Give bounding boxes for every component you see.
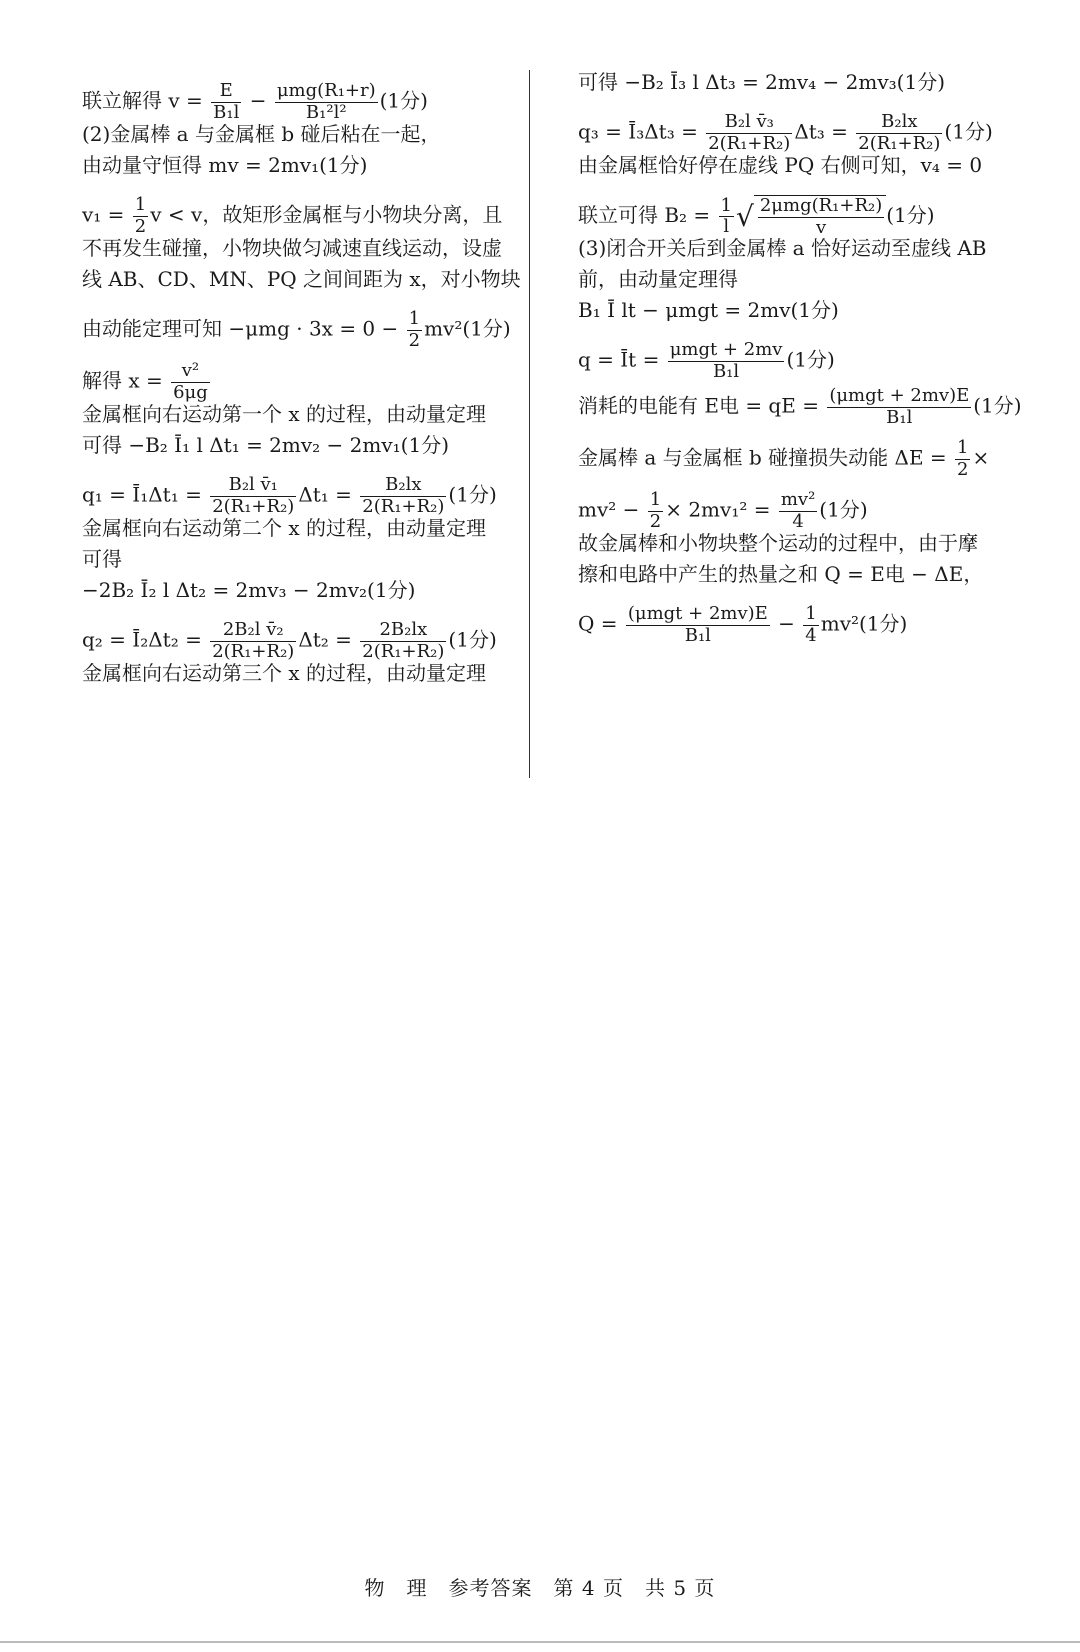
equation-line: 解得 x = $\frac{\text{v²}}{6\mu g}$ xyxy=(82,360,208,403)
right-column xyxy=(578,70,1022,646)
column-divider xyxy=(529,70,530,778)
equation-line: Q = $\frac{\text{(μmgt + 2mv)E}}{\text{B₁l}}$ − $\frac{1}{4}$ mv²(1分) xyxy=(578,603,908,646)
equation-line: q₁ = Ī₁Δt₁ = $\frac{\text{B₂l v̄₁}}{\text{2(R₁+R₂)}}$ Δt₁ = $\frac{\text{B₂lx}}{\text{2(R₁+R₂)}}$ (1分) xyxy=(82,474,497,517)
text-line: 金属框向右运动第一个 x 的过程，由动量定理 xyxy=(82,402,486,426)
equation-line: 金属棒 a 与金属框 b 碰撞损失动能 ΔE = $\frac{1}{2}$ × xyxy=(578,437,990,480)
equation-line: mv² − $\frac{1}{2}$ × 2mv₁² = $\frac{\text{mv²}}{4}$ (1分) xyxy=(578,489,868,532)
text-line: B₁ Ī lt − μmgt = 2mv(1分) xyxy=(578,298,839,322)
sqrt-expression: √ $\frac{\text{2μmg(R₁+R₂)}}{v}$ xyxy=(736,195,886,238)
equation-line: q₃ = Ī₃Δt₃ = $\frac{\text{B₂l v̄₃}}{\text{2(R₁+R₂)}}$ Δt₃ = $\frac{\text{B₂lx}}{\text{2(R₁+R₂)}}$ (1分) xyxy=(578,111,993,154)
left-column xyxy=(82,70,522,692)
text-line: 线 AB、CD、MN、PQ 之间间距为 x，对小物块 xyxy=(82,267,521,291)
text-line: 不再发生碰撞，小物块做匀减速直线运动，设虚 xyxy=(82,236,502,260)
text-line: −2B₂ Ī₂ l Δt₂ = 2mv₃ − 2mv₂(1分) xyxy=(82,578,416,602)
equation-line: q₂ = Ī₂Δt₂ = $\frac{\text{2B₂l v̄₂}}{\text{2(R₁+R₂)}}$ Δt₂ = $\frac{\text{2B₂lx}}{\text{2(R₁+R₂)}}$ (1分) xyxy=(82,619,497,662)
bottom-edge xyxy=(0,1641,1080,1643)
text-line: 金属框向右运动第二个 x 的过程，由动量定理 xyxy=(82,516,486,540)
text-line: 前，由动量定理得 xyxy=(578,267,738,291)
equation-line: 联立可得 B₂ = $\frac{1}{l}$ √ $\frac{\text{2μmg(R₁+R₂)}}{v}$ (1分) xyxy=(578,194,935,238)
text-line: 金属框向右运动第三个 x 的过程，由动量定理 xyxy=(82,661,486,685)
text-line: 由金属框恰好停在虚线 PQ 右侧可知，v₄ = 0 xyxy=(578,153,983,177)
text-line: (2)金属棒 a 与金属框 b 碰后粘在一起， xyxy=(82,122,441,146)
equation-line: v₁ = $\frac{1}{2}$ v < v，故矩形金属框与小物块分离，且 xyxy=(82,194,503,237)
page-footer: 物 理 参考答案 第 4 页 共 5 页 xyxy=(364,1576,716,1600)
equation-line: q = Īt = $\frac{\text{μmgt + 2mv}}{\text{B₁l}}$ (1分) xyxy=(578,339,835,382)
text-line: 故金属棒和小物块整个运动的过程中，由于摩 xyxy=(578,531,978,555)
text-line: (3)闭合开关后到金属棒 a 恰好运动至虚线 AB xyxy=(578,236,987,260)
equation-line: 消耗的电能有 E电 = qE = $\frac{\text{(μmgt + 2mv)E}}{\text{B₁l}}$ (1分) xyxy=(578,385,1022,428)
text-line: 由动量守恒得 mv = 2mv₁(1分) xyxy=(82,153,368,177)
equation-line: 由动能定理可知 −μmg · 3x = 0 − $\frac{1}{2}$ mv²(1分) xyxy=(82,308,511,351)
text-line: 擦和电路中产生的热量之和 Q = E电 − ΔE， xyxy=(578,562,984,586)
text-line: 可得 xyxy=(82,547,122,571)
equation-line: 联立解得 v = $\frac{E}{\text{B₁l}}$ − $\frac{\text{μmg(R₁+r)}}{\text{B₁²l²}}$ (1分) xyxy=(82,80,428,123)
text-line: 可得 −B₂ Ī₁ l Δt₁ = 2mv₂ − 2mv₁(1分) xyxy=(82,433,450,457)
text-line: 可得 −B₂ Ī₃ l Δt₃ = 2mv₄ − 2mv₃(1分) xyxy=(578,70,946,94)
